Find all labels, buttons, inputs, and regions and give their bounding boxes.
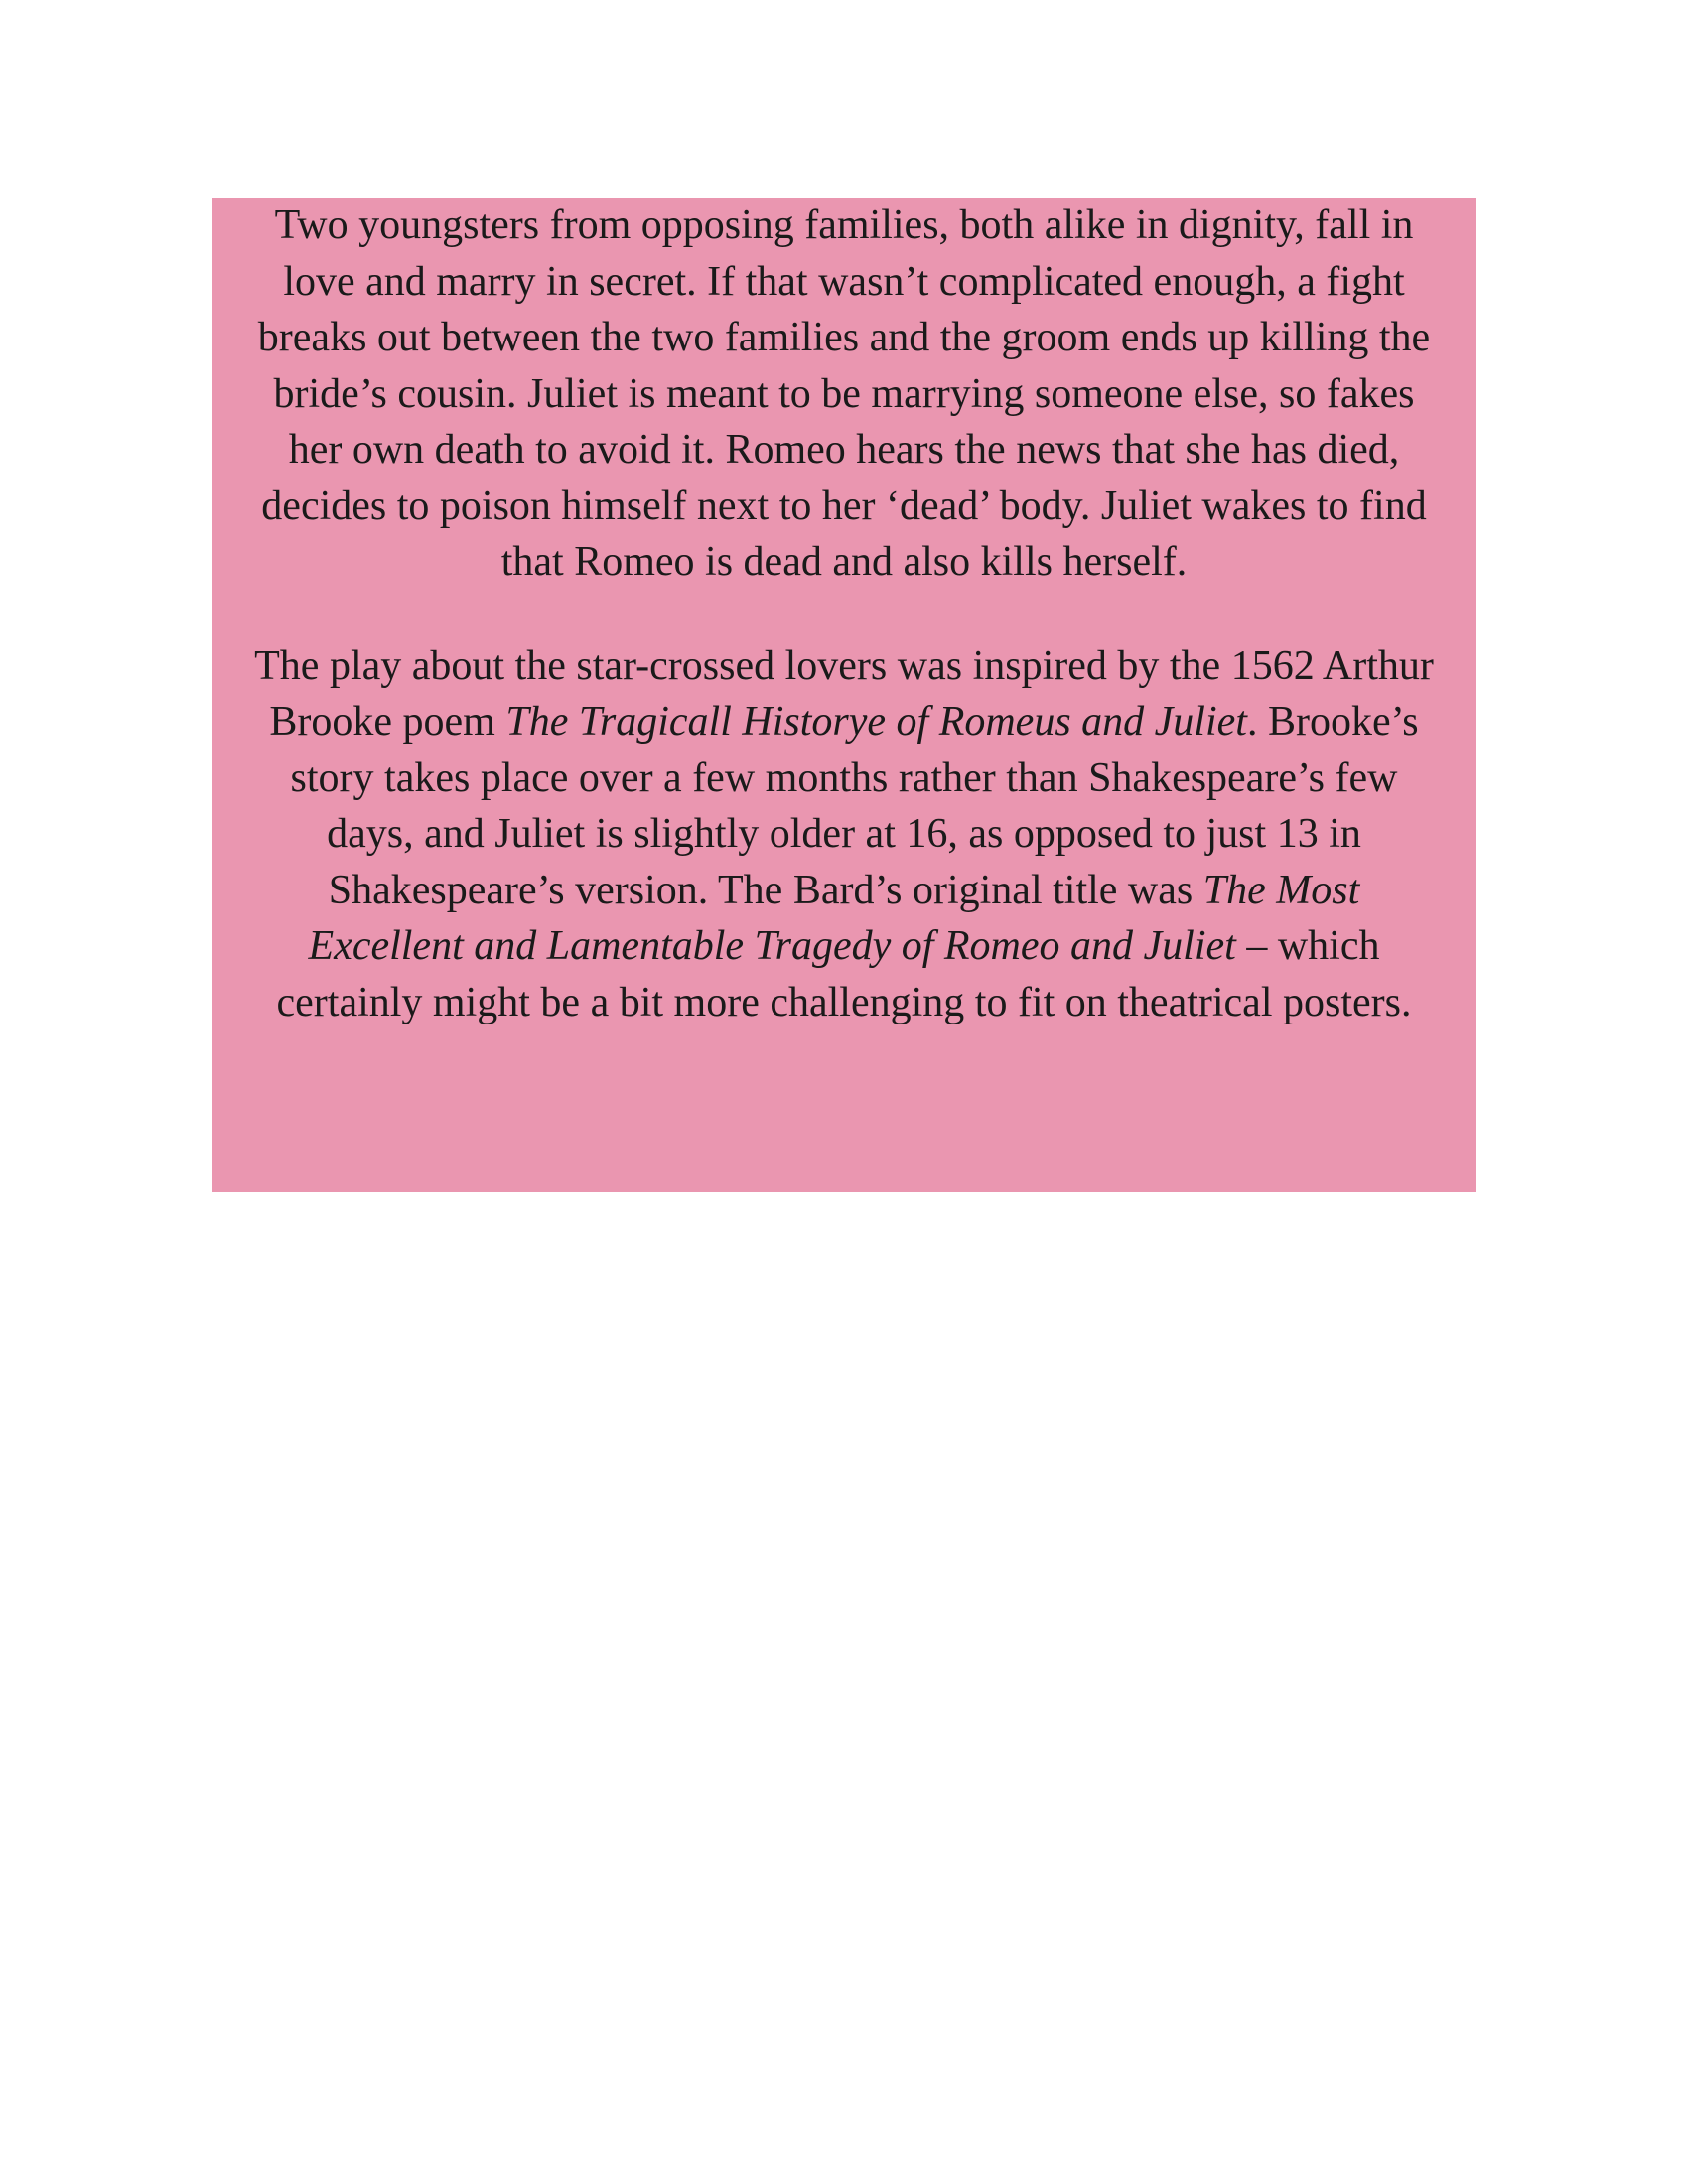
source-text-2: . Brooke’s story takes place over a few months rather than Shakespeare’s few days, and Juliet is slightly older at 16, as opposed to just 13 in Shakespeare’s version. The Bard’s original title was	[290, 699, 1419, 913]
plot-summary-paragraph: Two youngsters from opposing families, both alike in dignity, fall in love and marry in secret. If that wasn’t complicated enough, a fight breaks out between the two families and the groom ends up killing the bride’s cousin. Juliet is meant to be marrying someone else, so fakes her own death to avoid it. Romeo hears the news that she has died, decides to poison himself next to her ‘dead’ body. Juliet wakes to find that Romeo is dead and also kills herself.	[257, 203, 1431, 585]
source-text-1: The play about the star-crossed lovers was inspired by the 1562 Arthur Brooke poem	[254, 642, 1434, 745]
brooke-poem-title: The Tragicall Historye of Romeus and Juliet	[505, 699, 1247, 745]
source-paragraph	[252, 638, 1436, 1031]
source-text-3: – which certainly might be a bit more challenging to fit on theatrical posters.	[276, 923, 1412, 1025]
paragraph-spacer	[252, 591, 1436, 638]
summary-text	[252, 198, 1436, 1030]
original-play-title: The Most Excellent and Lamentable Tragedy of Romeo and Juliet	[308, 867, 1360, 969]
summary-panel	[212, 198, 1476, 1192]
